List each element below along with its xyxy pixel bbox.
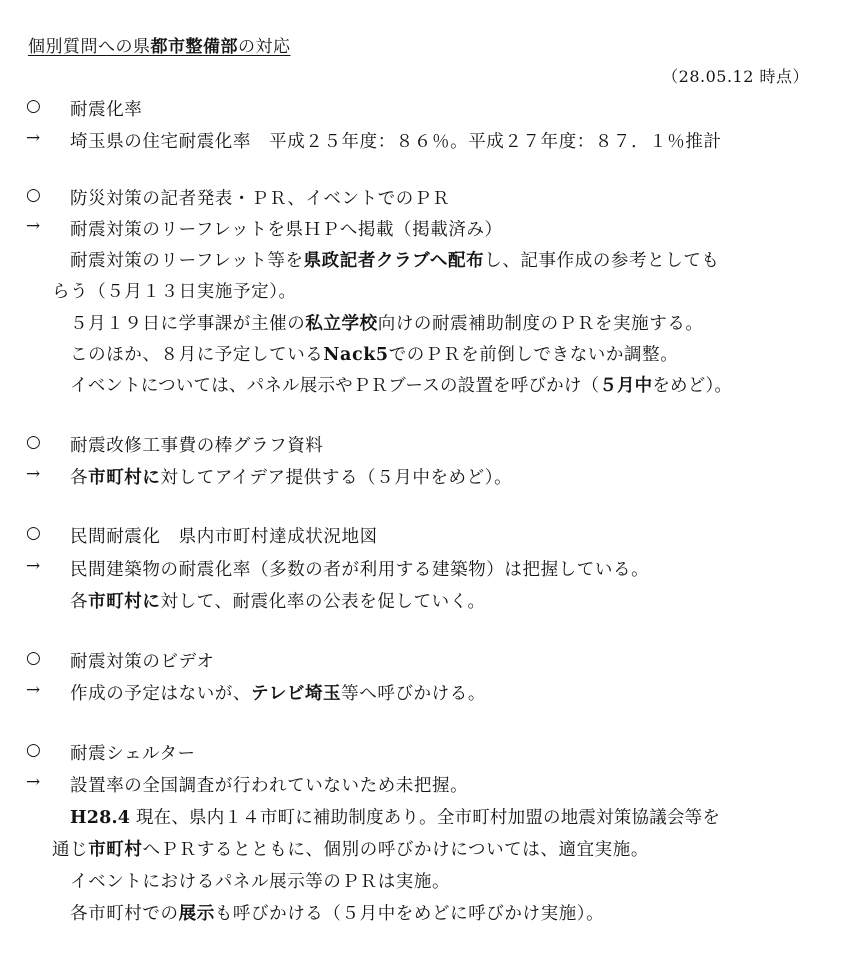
section-heading: 耐震改修工事費の棒グラフ資料: [70, 436, 324, 456]
arrow-bullet: →: [26, 556, 41, 576]
section-text: 埼玉県の住宅耐震化率 平成２５年度：８６％。平成２７年度：８７．１％推計: [70, 132, 722, 152]
section-text: H28.4 現在、県内１４市町に補助制度あり。全市町村加盟の地震対策協議会等を: [70, 808, 721, 828]
bold-text: 市町村: [88, 592, 143, 612]
bold-text: 市町村: [88, 468, 143, 488]
section-text: 設置率の全国調査が行われていないため未把握。: [70, 776, 469, 796]
section-text: イベントについては、パネル展示やＰＲブースの設置を呼びかけ（５月中をめど）。: [70, 376, 733, 396]
circle-bullet: ○: [26, 185, 41, 205]
title-prefix: 個別質問への県: [28, 37, 151, 57]
section-heading: 耐震化率: [70, 100, 143, 120]
bold-text: 県政記者クラブへ配布: [303, 251, 485, 271]
circle-bullet: ○: [26, 523, 41, 543]
arrow-bullet: →: [26, 216, 41, 236]
section-text: 各市町村に対してアイデア提供する（５月中をめど）。: [70, 468, 513, 488]
bold-text: 展示: [178, 904, 215, 924]
bold-text: H28.4: [70, 808, 131, 828]
circle-bullet: ○: [26, 96, 41, 116]
section-text: 各市町村での展示も呼びかける（５月中をめどに呼びかけ実施）。: [70, 904, 605, 924]
section-heading: 民間耐震化 県内市町村達成状況地図: [70, 527, 378, 547]
bold-text: に: [142, 468, 161, 488]
section-heading: 防災対策の記者発表・ＰＲ、イベントでのＰＲ: [70, 189, 451, 209]
circle-bullet: ○: [26, 432, 41, 452]
as-of-date: （28.05.12 時点）: [662, 67, 809, 86]
bold-text: に: [142, 592, 161, 612]
section-text: ５月１９日に学事課が主催の私立学校向けの耐震補助制度のＰＲを実施する。: [70, 314, 704, 334]
section-text: 各市町村に対して、耐震化率の公表を促していく。: [70, 592, 486, 612]
page-title: [28, 32, 291, 57]
arrow-bullet: →: [26, 680, 41, 700]
section-text: 耐震対策のリーフレットを県ＨＰへ掲載（掲載済み）: [70, 220, 503, 240]
section-text: 通じ市町村へＰＲするとともに、個別の呼びかけについては、適宜実施。: [52, 840, 649, 860]
section-text: イベントにおけるパネル展示等のＰＲは実施。: [70, 872, 451, 892]
bold-text: 私立学校: [305, 314, 378, 334]
section-text: らう（５月１３日実施予定）。: [52, 282, 297, 302]
arrow-bullet: →: [26, 128, 41, 148]
section-text: 作成の予定はないが、テレビ埼玉等へ呼びかける。: [70, 684, 486, 704]
arrow-bullet: →: [26, 772, 41, 792]
bold-text: テレビ埼玉: [251, 684, 342, 704]
circle-bullet: ○: [26, 648, 41, 668]
section-heading: 耐震対策のビデオ: [70, 652, 215, 672]
section-text: このほか、８月に予定しているNack5でのＰＲを前倒しできないか調整。: [70, 345, 679, 365]
section-text: 民間建築物の耐震化率（多数の者が利用する建築物）は把握している。: [70, 560, 650, 580]
bold-text: 市町村: [88, 840, 143, 860]
bold-text: Nack5: [323, 345, 389, 365]
bold-text: ５月中: [599, 376, 653, 396]
circle-bullet: ○: [26, 740, 41, 760]
arrow-bullet: →: [26, 464, 41, 484]
title-bold-dept: 都市整備部: [150, 37, 238, 57]
section-heading: 耐震シェルター: [70, 744, 196, 764]
section-text: 耐震対策のリーフレット等を県政記者クラブへ配布し、記事作成の参考としても: [70, 251, 720, 271]
title-suffix: の対応: [238, 37, 291, 57]
